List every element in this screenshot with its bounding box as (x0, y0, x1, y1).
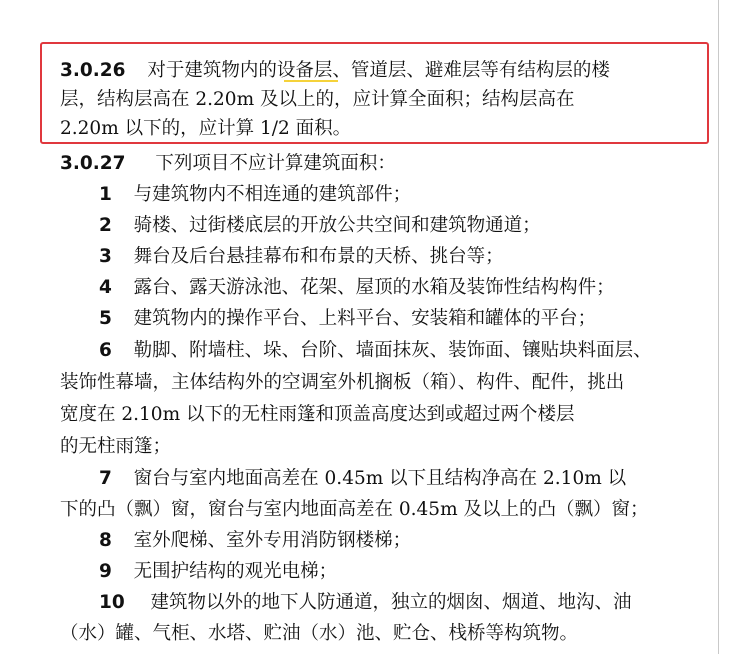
item-text: 与建筑物内不相连通的建筑部件； (133, 184, 412, 205)
item-text: 建筑物以外的地下人防通道，独立的烟囱、烟道、地沟、油 (150, 592, 632, 613)
item-number: 3 (99, 246, 112, 267)
item-continuation: 装饰性幕墙，主体结构外的空调室外机搁板（箱）、构件、配件，挑出 (60, 372, 625, 393)
item-continuation: 宽度在 2.10m 以下的无柱雨篷和顶盖高度达到或超过两个楼层 (60, 404, 575, 425)
clause-number: 3.0.26 (60, 60, 126, 81)
list-item (99, 530, 411, 552)
item-number: 7 (99, 468, 112, 489)
list-item (99, 340, 652, 362)
item-continuation: 下的凸（飘）窗，窗台与室内地面高差在 0.45m 及以上的凸（飘）窗； (60, 499, 649, 520)
item-text: 骑楼、过街楼底层的开放公共空间和建筑物通道； (133, 215, 541, 236)
item-text: 勒脚、附墙柱、垛、台阶、墙面抹灰、装饰面、镶贴块料面层、 (133, 340, 652, 361)
item-number: 5 (99, 308, 112, 329)
list-item (99, 184, 411, 206)
clause-3-0-26-line3: 2.20m 以下的，应计算 1/2 面积。 (60, 118, 352, 139)
clause-3-0-26-line1 (60, 60, 610, 82)
item-text: 无围护结构的观光电梯； (133, 561, 338, 582)
list-item (99, 592, 632, 614)
clause-intro: 下列项目不应计算建筑面积： (155, 153, 396, 174)
list-item (99, 277, 615, 299)
item-number: 1 (99, 184, 112, 205)
item-number: 2 (99, 215, 112, 236)
item-number: 4 (99, 277, 112, 298)
clause-3-0-26-line2: 层，结构层高在 2.20m 及以上的，应计算全面积；结构层高在 (60, 89, 575, 110)
item-number: 9 (99, 561, 112, 582)
clause-text: 对于建筑物内的设备层、管道层、避难层等有结构层的楼 (147, 60, 610, 81)
item-text: 建筑物内的操作平台、上料平台、安装箱和罐体的平台； (133, 308, 597, 329)
page-edge-divider (718, 0, 719, 654)
list-item (99, 246, 504, 268)
list-item (99, 215, 541, 237)
list-item (99, 468, 626, 490)
item-continuation: 的无柱雨篷； (60, 436, 172, 457)
clause-3-0-27-header (60, 153, 396, 175)
clause-number: 3.0.27 (60, 153, 126, 174)
item-text: 窗台与室内地面高差在 0.45m 以下且结构净高在 2.10m 以 (133, 468, 627, 489)
item-text: 舞台及后台悬挂幕布和布景的天桥、挑台等； (133, 246, 504, 267)
item-number: 8 (99, 530, 112, 551)
item-text: 露台、露天游泳池、花架、屋顶的水箱及装饰性结构构件； (133, 277, 615, 298)
list-item (99, 561, 337, 583)
list-item (99, 308, 596, 330)
item-number: 10 (99, 592, 125, 613)
item-number: 6 (99, 340, 112, 361)
item-continuation: （水）罐、气柜、水塔、贮油（水）池、贮仓、栈桥等构筑物。 (60, 623, 579, 644)
item-text: 室外爬梯、室外专用消防钢楼梯； (133, 530, 412, 551)
